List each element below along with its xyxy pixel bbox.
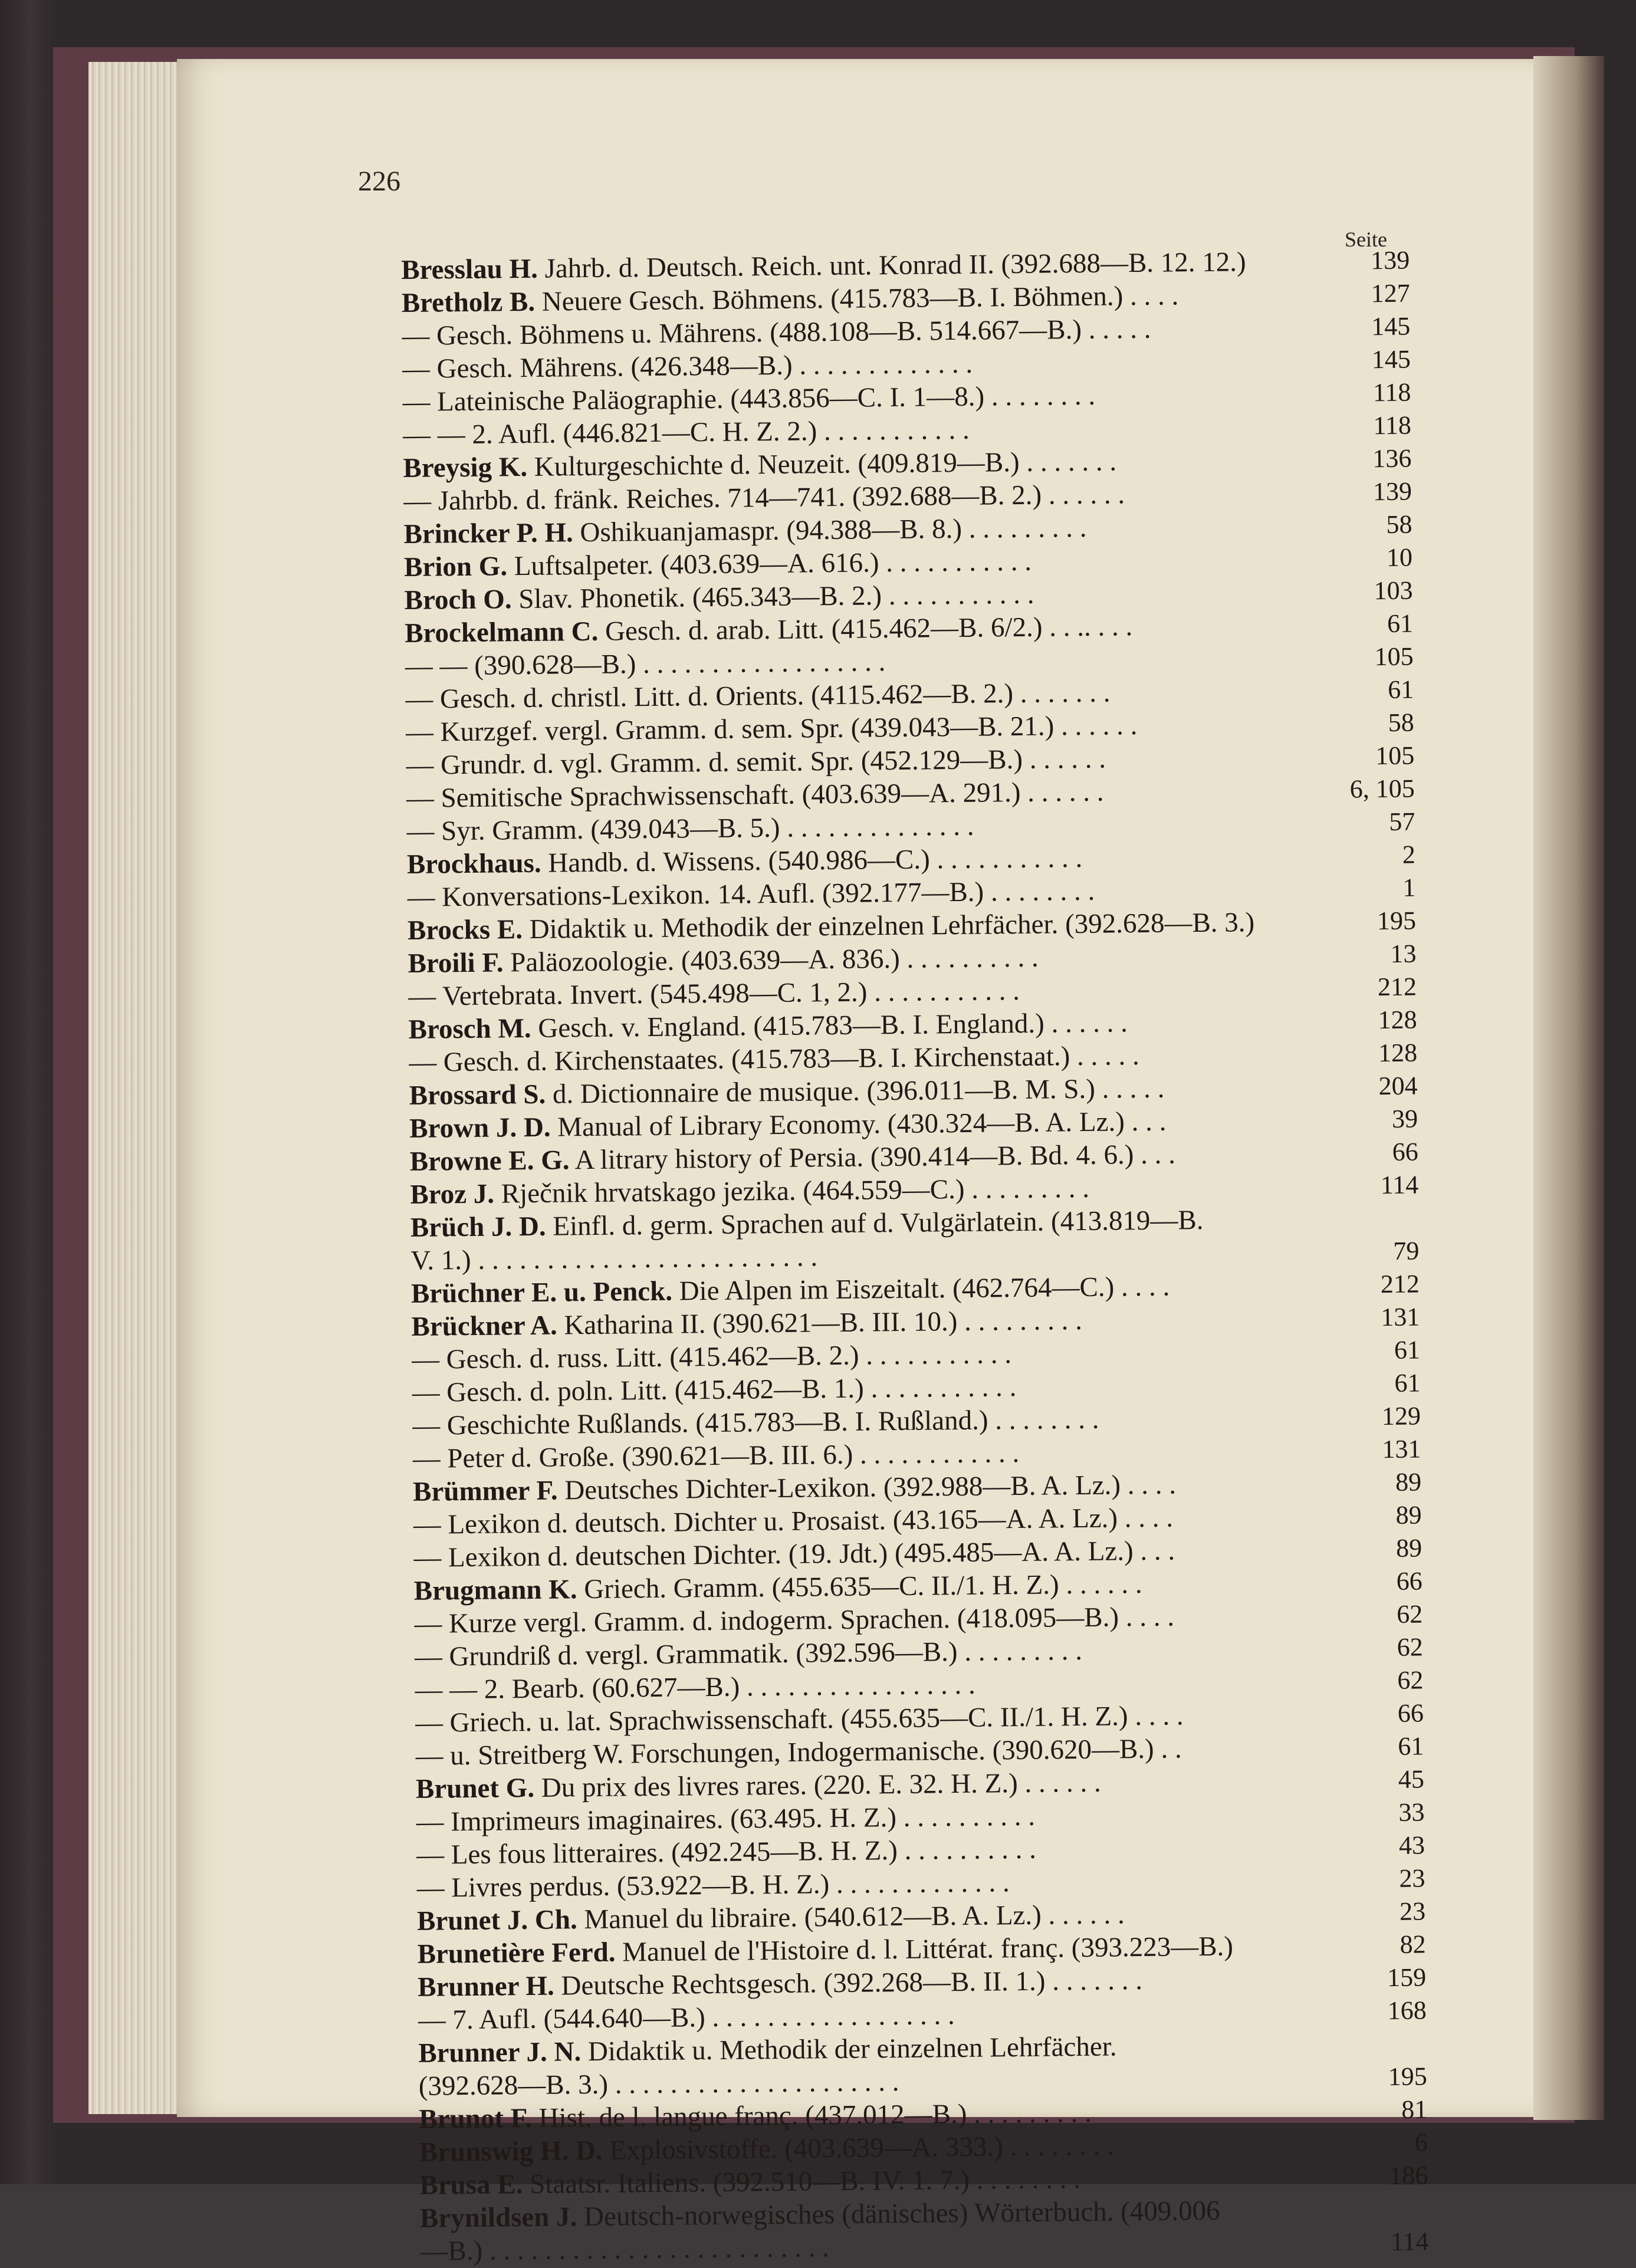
entry-page-ref: 66 [1397, 1698, 1424, 1728]
entry-page-ref: 204 [1378, 1071, 1418, 1101]
entry-title: Didaktik u. Methodik der einzelnen Lehrfächer. [587, 2031, 1117, 2068]
entry-title: Manuel du libraire. (540.612—B. A. Lz.) . . . . . . [584, 1899, 1125, 1935]
entry-title: — Semitische Sprachwissenschaft. (403.639—A. 291.) . . . . . . [406, 776, 1104, 814]
entry-page-ref: 114 [1390, 2227, 1429, 2257]
book-gutter [1533, 56, 1604, 2120]
entry-text [406, 810, 974, 848]
entry-author: Brüchner E. u. Penck. [410, 1276, 673, 1309]
entry-text [412, 1437, 1019, 1475]
entry-text [402, 347, 973, 386]
index-entries [401, 244, 1429, 2268]
entry-page-ref: 13 [1390, 939, 1417, 968]
entry-page-ref: 81 [1401, 2095, 1428, 2124]
entry-page-ref: 145 [1371, 311, 1411, 341]
page-number: 226 [358, 166, 400, 197]
entry-page-ref: 45 [1398, 1764, 1425, 1794]
entry-page-ref: 145 [1371, 344, 1411, 374]
entry-title: — Livres perdus. (53.922—B. H. Z.) . . . . . . . . . . . . . [416, 1867, 1010, 1904]
entry-text [416, 1866, 1010, 1905]
entry-title: Hist. de l. langue franç. (437.012—B.) . . . . . . . . . [538, 2097, 1092, 2134]
entry-title: — Gesch. Böhmens u. Mährens. (488.108—B. 514.667—B.) . . . . . [402, 313, 1151, 351]
entry-title: — Lexikon d. deutschen Dichter. (19. Jdt.) (495.485—A. A. Lz.) . . . [413, 1535, 1175, 1573]
entry-author: Broz J. [410, 1178, 495, 1210]
entry-title: A litrary history of Persia. (390.414—B. Bd. 4. 6.) . . . [574, 1139, 1176, 1176]
entry-title: Manual of Library Economy. (430.324—B. A. Lz.) . . . [557, 1106, 1167, 1143]
entry-title: — Gesch. d. christl. Litt. d. Orients. (4115.462—B. 2.) . . . . . . . [405, 677, 1111, 715]
entry-author: Brunet G. [415, 1772, 535, 1804]
entry-page-ref: 58 [1386, 510, 1412, 539]
entry-page-ref: 79 [1393, 1236, 1420, 1266]
entry-author: Broch O. [404, 584, 512, 616]
entry-title: — — 2. Aufl. (446.821—C. H. Z. 2.) . . . . . . . . . . . [402, 414, 970, 451]
entry-title: Paläozoologie. (403.639—A. 836.) . . . . . . . . . . [510, 942, 1039, 978]
entry-title: Du prix des livres rares. (220. E. 32. H. Z.) . . . . . . [541, 1767, 1101, 1803]
entry-title: Manuel de l'Histoire d. l. Littérat. franç. (393.223—B.) [622, 1931, 1234, 1968]
entry-title: Didaktik u. Methodik der einzelnen Lehrfächer. (392.628—B. 3.) [529, 907, 1255, 945]
entry-title: Slav. Phonetik. (465.343—B. 2.) . . . . . . . . . . . [518, 578, 1034, 615]
entry-author: Bretholz B. [401, 286, 536, 318]
entry-page-ref: 212 [1377, 972, 1417, 1002]
entry-page-ref: 131 [1381, 1302, 1420, 1332]
entry-page-ref: 6 [1414, 2128, 1428, 2157]
entry-text [404, 545, 1031, 584]
entry-title: d. Dictionnaire de musique. (396.011—B. M. S.) . . . . . [552, 1073, 1165, 1110]
entry-author: Brockhaus. [406, 847, 541, 880]
entry-author: Brion G. [403, 551, 508, 583]
entry-title: — Geschichte Rußlands. (415.783—B. I. Rußland.) . . . . . . . . [412, 1403, 1099, 1441]
entry-author: Brunetière Ferd. [417, 1937, 616, 1970]
entry-title: Staatsr. Italiens. (392.510—B. IV. 1. 7.) . . . . . . . . [529, 2164, 1081, 2200]
entry-title: Gesch. v. England. (415.783—B. I. England.) . . . . . . [538, 1007, 1128, 1044]
entry-title: — Jahrbb. d. fränk. Reiches. 714—741. (392.688—B. 2.) . . . . . . [403, 479, 1125, 517]
entry-author: Brüch J. D. [410, 1211, 546, 1243]
entry-page-ref: 66 [1392, 1137, 1418, 1166]
entry-author: Brosch M. [408, 1013, 531, 1045]
entry-page-ref: 62 [1397, 1632, 1423, 1662]
entry-author: Breysig K. [403, 451, 528, 484]
entry-page-ref: 58 [1388, 708, 1414, 737]
entry-author: Brunet J. Ch. [416, 1904, 577, 1937]
entry-page-ref: 61 [1394, 1335, 1421, 1365]
entry-page-ref: 89 [1395, 1467, 1422, 1497]
entry-page-ref: 61 [1387, 609, 1414, 638]
entry-title: Einfl. d. germ. Sprachen auf d. Vulgärlatein. (413.819—B. [553, 1205, 1204, 1242]
entry-title: Explosivstoffe. (403.639—A. 333.) . . . . . . . . [609, 2130, 1115, 2166]
entry-title: — — (390.628—B.) . . . . . . . . . . . . . . . . . . [405, 646, 886, 682]
entry-title: Handb. d. Wissens. (540.986—C.) . . . . . . . . . . . [548, 842, 1083, 879]
entry-title: Rječnik hrvatskago jezika. (464.559—C.) . . . . . . . . . [501, 1172, 1090, 1209]
entry-author: Brunswig H. D. [419, 2135, 603, 2168]
entry-page-ref: 159 [1387, 1963, 1427, 1993]
entry-title: — Imprimeurs imaginaires. (63.495. H. Z.) . . . . . . . . . . [416, 1800, 1036, 1838]
entry-title: — Vertebrata. Invert. (545.498—C. 1, 2.) . . . . . . . . . . . [408, 975, 1020, 1012]
entry-page-ref: 195 [1388, 2062, 1427, 2092]
entry-page-ref: 33 [1398, 1797, 1425, 1827]
entry-title: Gesch. d. arab. Litt. (415.462—B. 6/2.) . . .. . . . [605, 611, 1133, 647]
entry-page-ref: 43 [1398, 1830, 1425, 1860]
entry-title: — Grundriß d. vergl. Grammatik. (392.596—B.) . . . . . . . . . [414, 1635, 1083, 1672]
entry-text [410, 1240, 817, 1277]
entry-title: — u. Streitberg W. Forschungen, Indogermanische. (390.620—B.) . . [415, 1733, 1182, 1771]
entry-title: Griech. Gramm. (455.635—C. II./1. H. Z.) . . . . . . [584, 1569, 1142, 1605]
entry-page-ref: 168 [1387, 1996, 1427, 2026]
entry-text [403, 413, 970, 452]
entry-author: Brockelmann C. [404, 616, 599, 649]
entry-title: — Peter d. Große. (390.621—B. III. 6.) . . . . . . . . . . . . [412, 1438, 1020, 1474]
entry-title: — Les fous litteraires. (492.245—B. H. Z.) . . . . . . . . . . [416, 1833, 1037, 1871]
entry-page-ref: 105 [1375, 741, 1415, 771]
entry-page-ref: 10 [1386, 543, 1413, 572]
entry-page-ref: 89 [1395, 1533, 1423, 1563]
entry-page-ref: 118 [1372, 377, 1411, 407]
entry-title: — Lexikon d. deutsch. Dichter u. Prosaist. (43.165—A. A. Lz.) . . . . [413, 1502, 1174, 1540]
entry-page-ref: 23 [1399, 1863, 1425, 1893]
entry-text [408, 974, 1020, 1013]
entry-page-ref: 61 [1387, 675, 1414, 704]
entry-text [412, 1370, 1016, 1409]
entry-page-ref: 39 [1391, 1104, 1418, 1133]
entry-page-ref: 1 [1402, 873, 1416, 902]
entry-text [420, 2231, 829, 2268]
entry-title: — Syr. Gramm. (439.043—B. 5.) . . . . . . . . . . . . . . [406, 810, 974, 847]
entry-author: Brocks E. [407, 914, 523, 946]
entry-title: — Grundr. d. vgl. Gramm. d. semit. Spr. (452.129—B.) . . . . . . [406, 743, 1106, 781]
entry-author: Brümmer F. [412, 1475, 558, 1507]
entry-page-ref: 62 [1397, 1665, 1424, 1695]
entry-author: Bresslau H. [401, 253, 538, 285]
entry-page-ref: 62 [1396, 1599, 1423, 1629]
entry-author: Brunner J. N. [418, 2036, 582, 2069]
entry-page-ref: 212 [1380, 1269, 1420, 1299]
entry-page-ref: 128 [1378, 1038, 1418, 1068]
entry-page-ref: 136 [1372, 443, 1412, 474]
entry-author: Brugmann K. [413, 1574, 577, 1606]
entry-page-ref: 61 [1394, 1368, 1421, 1398]
entry-title: Deutsche Rechtsgesch. (392.268—B. II. 1.) . . . . . . . [561, 1965, 1143, 2001]
entry-page-ref: 127 [1371, 278, 1410, 308]
entry-title: Luftsalpeter. (403.639—A. 616.) . . . . . . . . . . . [514, 545, 1032, 582]
page-column-header: Seite [1345, 228, 1387, 251]
entry-title: Neuere Gesch. Böhmens. (415.783—B. I. Böhmen.) . . . . [541, 280, 1179, 317]
entry-page-ref: 139 [1372, 476, 1412, 507]
entry-author: Browne E. G. [409, 1145, 570, 1177]
entry-title: — 7. Aufl. (544.640—B.) . . . . . . . . . . . . . . . . . . [418, 2000, 955, 2036]
entry-page-ref: 23 [1399, 1896, 1426, 1926]
entry-title: — Konversations-Lexikon. 14. Aufl. (392.177—B.) . . . . . . . . [407, 875, 1095, 913]
entry-text [419, 2065, 899, 2103]
entry-title: — Gesch. d. russ. Litt. (415.462—B. 2.) . . . . . . . . . . . [411, 1339, 1012, 1375]
entry-title: —B.) . . . . . . . . . . . . . . . . . . . . . . . . . [420, 2232, 829, 2267]
entry-page-ref: 57 [1389, 807, 1415, 836]
entry-text [416, 1833, 1036, 1872]
entry-title: — — 2. Bearb. (60.627—B.) . . . . . . . . . . . . . . . . . [415, 1669, 975, 1705]
entry-page-ref: 89 [1395, 1500, 1422, 1530]
entry-title: Katharina II. (390.621—B. III. 10.) . . . . . . . . . [564, 1304, 1083, 1341]
entry-text [408, 941, 1039, 980]
entry-title: — Gesch. Mährens. (426.348—B.) . . . . . . . . . . . . . [402, 348, 973, 384]
entry-title: (392.628—B. 3.) . . . . . . . . . . . . . . . . . . . . . [418, 2066, 899, 2102]
entry-author: Brossard S. [409, 1079, 546, 1111]
entry-author: Brusa E. [419, 2169, 523, 2201]
entry-page-ref: 128 [1378, 1005, 1417, 1035]
entry-page-ref: 195 [1377, 906, 1417, 936]
entry-title: Deutsches Dichter-Lexikon. (392.988—B. A. Lz.) . . . . [564, 1469, 1177, 1506]
entry-text [416, 1800, 1035, 1839]
entry-page-ref: 103 [1374, 576, 1413, 606]
entry-page-ref: 66 [1396, 1566, 1423, 1596]
entry-page-ref: 118 [1373, 410, 1412, 441]
entry-page-ref: 131 [1382, 1434, 1421, 1464]
entry-author: Brynildsen J. [419, 2201, 577, 2234]
entry-author: Broili F. [408, 947, 504, 979]
entry-text [418, 1999, 954, 2037]
entry-title: V. 1.) . . . . . . . . . . . . . . . . . . . . . . . . . [410, 1241, 818, 1276]
entry-title: — Kurze vergl. Gramm. d. indogerm. Sprachen. (418.095—B.) . . . . [414, 1601, 1175, 1639]
entry-page-ref: 114 [1380, 1170, 1419, 1200]
entry-text [412, 1337, 1011, 1376]
entry-title: — Lateinische Paläographie. (443.856—C. I. 1—8.) . . . . . . . . [402, 380, 1096, 418]
entry-title: — Kurzgef. vergl. Gramm. d. sem. Spr. (439.043—B. 21.) . . . . . . [405, 710, 1138, 748]
entry-title: — Gesch. d. poln. Litt. (415.462—B. 1.) . . . . . . . . . . . [412, 1372, 1017, 1408]
entry-title: Kulturgeschichte d. Neuzeit. (409.819—B.) . . . . . . . [534, 446, 1117, 482]
entry-author: Brincker P. H. [403, 517, 574, 550]
entry-title: Deutsch-norwegisches (dänisches) Wörterbuch. (409.006 [583, 2195, 1220, 2233]
entry-page-ref: 61 [1398, 1731, 1424, 1761]
entry-title: Jahrb. d. Deutsch. Reich. unt. Konrad II. (392.688—B. 12. 12.) [544, 246, 1246, 284]
entry-text [404, 578, 1034, 617]
entry-title: Oshikuanjamaspr. (94.388—B. 8.) . . . . . . . . . [580, 512, 1087, 548]
entry-author: Brückner A. [411, 1310, 557, 1342]
entry-page-ref: 82 [1400, 1930, 1426, 1959]
entry-author: Brunner H. [417, 1970, 555, 2003]
entry-page-ref: 6, 105 [1349, 774, 1415, 804]
entry-page-ref: 105 [1374, 642, 1414, 672]
entry-page-ref: 2 [1402, 840, 1416, 869]
entry-title: — Griech. u. lat. Sprachwissenschaft. (455.635—C. II./1. H. Z.) . . . . [415, 1700, 1184, 1738]
entry-title: — Gesch. d. Kirchenstaates. (415.783—B. I. Kirchenstaat.) . . . . . [408, 1040, 1140, 1078]
entry-page-ref: 139 [1370, 245, 1410, 275]
entry-text [405, 645, 885, 683]
entry-author: Brunot F. [419, 2103, 533, 2135]
entry-text [415, 1668, 975, 1707]
entry-author: Brown J. D. [409, 1112, 551, 1144]
entry-page-ref: 129 [1381, 1401, 1421, 1431]
entry-page-ref: 186 [1389, 2161, 1428, 2191]
entry-title: Die Alpen im Eiszeitalt. (462.764—C.) . . . . [679, 1271, 1170, 1307]
